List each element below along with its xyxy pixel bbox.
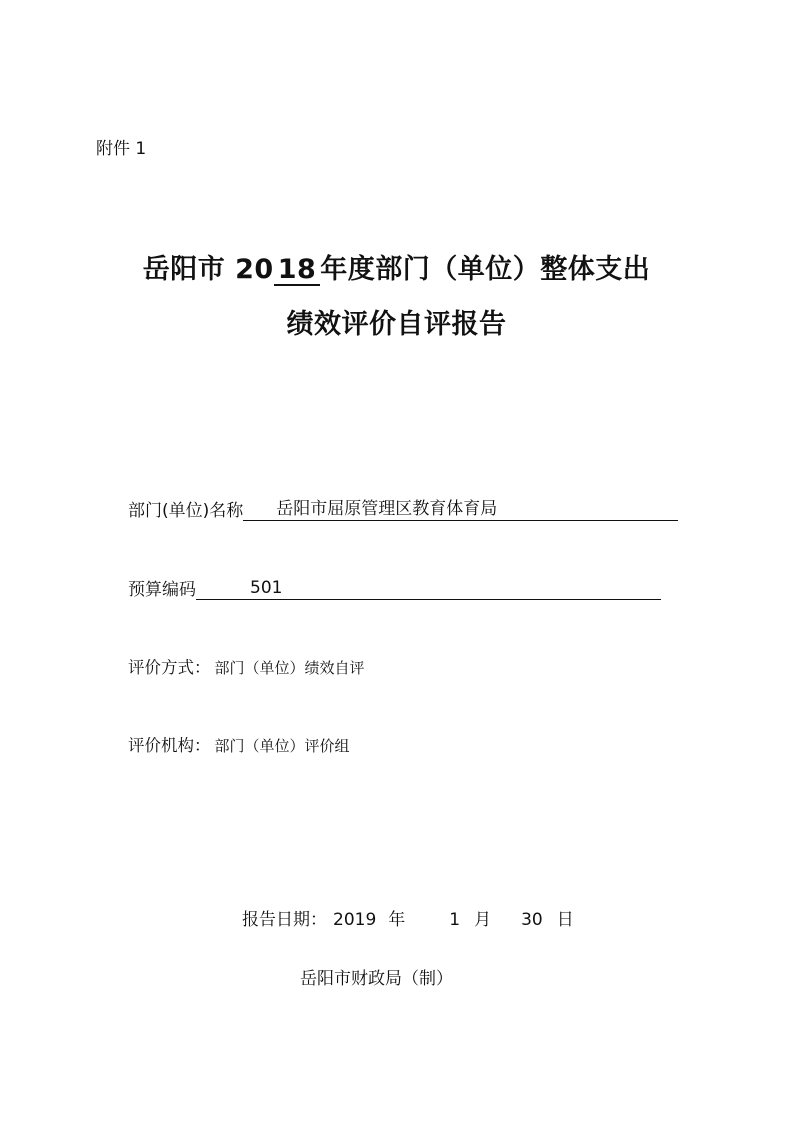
report-date-label: 报告日期： [242, 910, 327, 930]
attachment-label: 附件 1 [96, 139, 147, 159]
evaluation-org-label: 评价机构： [128, 736, 211, 755]
report-title-line-1 [0, 247, 793, 286]
department-name-label: 部门(单位)名称 [128, 501, 244, 521]
title-rest: 年度部门（单位）整体支出 [320, 254, 651, 285]
department-name-value: 岳阳市屈原管理区教育体育局 [243, 497, 678, 521]
title-prefix: 岳阳市 20 [142, 254, 274, 285]
report-date-month-unit: 月 [474, 910, 492, 930]
evaluation-method-row [128, 654, 365, 678]
title-year-suffix: 18 [274, 256, 321, 286]
evaluation-method-label: 评价方式： [128, 658, 211, 677]
report-date-year: 2019 [333, 910, 377, 930]
issuer-label: 岳阳市财政局（制） [300, 969, 453, 989]
report-title-line-2: 绩效评价自评报告 [286, 309, 507, 340]
budget-code-label: 预算编码 [128, 580, 196, 600]
report-date-day: 30 [521, 910, 543, 930]
report-date-month: 1 [449, 910, 461, 930]
evaluation-org-row [128, 732, 350, 756]
report-date-year-unit: 年 [388, 910, 406, 930]
report-date-day-unit: 日 [556, 910, 574, 930]
budget-code-row [128, 575, 661, 600]
evaluation-method-value: 部门（单位）绩效自评 [214, 659, 365, 677]
report-date-row [242, 905, 574, 930]
department-name-row [128, 496, 678, 521]
budget-code-value: 501 [196, 576, 661, 600]
evaluation-org-value: 部门（单位）评价组 [214, 737, 350, 755]
